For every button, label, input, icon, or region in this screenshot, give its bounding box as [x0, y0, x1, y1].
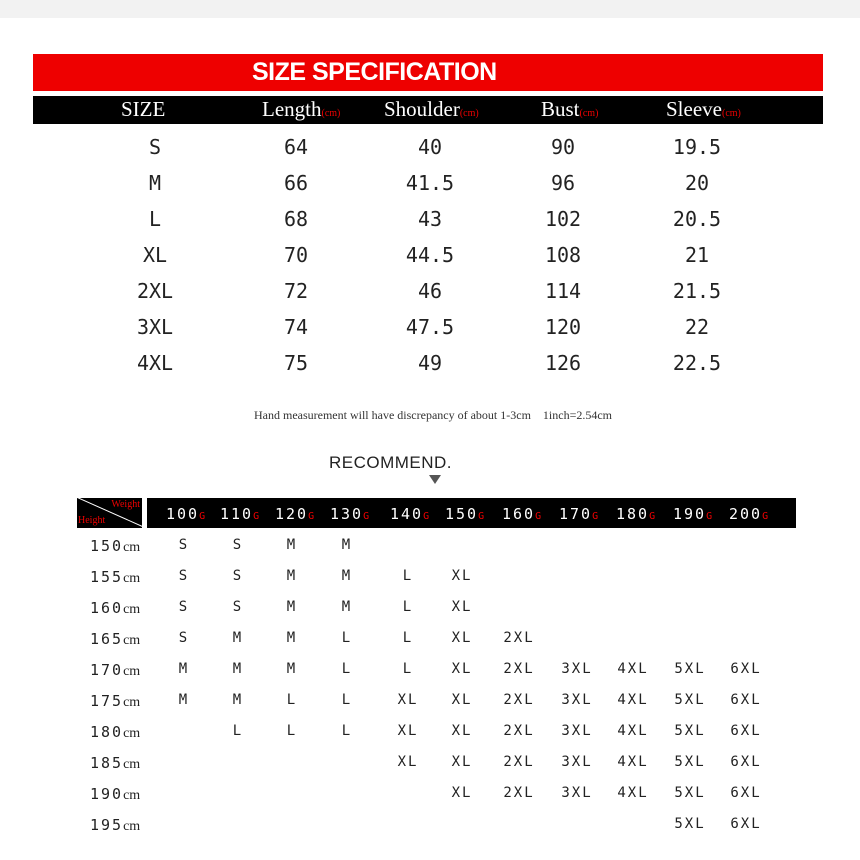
size-cell: 3XL [561, 661, 593, 677]
size-cell: L [341, 661, 353, 677]
size-cell: L [402, 599, 414, 615]
size-cell: M [178, 692, 190, 708]
recommend-row [0, 598, 860, 629]
weight-unit: G [308, 511, 315, 522]
spec-cell: 4XL [136, 351, 174, 375]
size-cell: L [341, 692, 353, 708]
height-unit: cm [123, 726, 141, 741]
size-cell: 5XL [674, 754, 706, 770]
size-specification-banner [33, 54, 823, 91]
recommend-row [0, 784, 860, 815]
size-cell: 5XL [674, 785, 706, 801]
size-cell: L [341, 723, 353, 739]
spec-header-label: Bust [541, 97, 580, 121]
size-cell: M [341, 568, 353, 584]
height-value: 180 [90, 723, 124, 741]
spec-table-row [33, 243, 823, 279]
weight-column-header [729, 504, 768, 523]
spec-cell: 22.5 [672, 351, 722, 375]
spec-cell: 22 [684, 315, 710, 339]
size-cell: 6XL [730, 754, 762, 770]
weight-value: 130 [330, 505, 364, 523]
size-cell: 2XL [503, 630, 535, 646]
spec-cell: XL [142, 243, 168, 267]
height-cell [90, 629, 140, 649]
spec-header-unit: (cm) [721, 108, 741, 119]
corner-height-label: Height [78, 515, 106, 526]
weight-column-header [390, 504, 429, 523]
spec-cell: 114 [544, 279, 582, 303]
spec-table-row [33, 279, 823, 315]
size-cell: XL [451, 661, 473, 677]
spec-header-sleeve [666, 97, 741, 122]
weight-value: 180 [616, 505, 650, 523]
size-cell: XL [397, 692, 419, 708]
spec-header-shoulder [384, 97, 479, 122]
page-title: SIZE SPECIFICATION [252, 58, 497, 86]
weight-header-bar [147, 498, 796, 528]
weight-value: 170 [559, 505, 593, 523]
size-cell: 2XL [503, 785, 535, 801]
size-cell: M [286, 537, 298, 553]
size-cell: 5XL [674, 816, 706, 832]
weight-value: 100 [166, 505, 200, 523]
recommend-row [0, 722, 860, 753]
size-cell: S [232, 599, 244, 615]
spec-cell: 64 [283, 135, 309, 159]
recommend-row [0, 691, 860, 722]
spec-table-row [33, 135, 823, 171]
size-cell: 2XL [503, 661, 535, 677]
height-value: 190 [90, 785, 124, 803]
size-cell: L [286, 692, 298, 708]
size-cell: 3XL [561, 692, 593, 708]
height-unit: cm [123, 788, 141, 803]
spec-table-row [33, 171, 823, 207]
size-cell: XL [451, 599, 473, 615]
spec-cell: 74 [283, 315, 309, 339]
weight-column-header [166, 504, 205, 523]
spec-cell: 49 [417, 351, 443, 375]
size-cell: M [286, 661, 298, 677]
spec-header-label: Length [262, 97, 322, 121]
weight-unit: G [535, 511, 542, 522]
height-unit: cm [123, 602, 141, 617]
size-cell: 6XL [730, 723, 762, 739]
size-cell: XL [451, 754, 473, 770]
size-cell: 3XL [561, 754, 593, 770]
spec-cell: 21.5 [672, 279, 722, 303]
size-cell: XL [397, 754, 419, 770]
size-cell: 3XL [561, 723, 593, 739]
height-value: 170 [90, 661, 124, 679]
size-cell: XL [397, 723, 419, 739]
spec-cell: 96 [550, 171, 576, 195]
weight-column-header [559, 504, 598, 523]
size-cell: 2XL [503, 692, 535, 708]
size-cell: XL [451, 723, 473, 739]
recommend-row [0, 815, 860, 846]
weight-unit: G [592, 511, 599, 522]
size-cell: M [286, 599, 298, 615]
corner-header-cell [77, 498, 142, 528]
height-value: 185 [90, 754, 124, 772]
size-cell: 2XL [503, 723, 535, 739]
top-divider-strip [0, 0, 860, 18]
size-cell: 2XL [503, 754, 535, 770]
size-cell: 5XL [674, 692, 706, 708]
height-cell [90, 722, 140, 742]
spec-cell: 2XL [136, 279, 174, 303]
height-value: 195 [90, 816, 124, 834]
size-cell: 5XL [674, 661, 706, 677]
size-cell: 6XL [730, 816, 762, 832]
weight-column-header [330, 504, 369, 523]
spec-cell: 21 [684, 243, 710, 267]
height-cell [90, 784, 140, 804]
spec-cell: 20.5 [672, 207, 722, 231]
size-cell: 3XL [561, 785, 593, 801]
spec-cell: 70 [283, 243, 309, 267]
size-cell: XL [451, 785, 473, 801]
weight-column-header [445, 504, 484, 523]
spec-cell: 20 [684, 171, 710, 195]
height-unit: cm [123, 540, 141, 555]
height-cell [90, 536, 140, 556]
weight-column-header [220, 504, 259, 523]
recommend-title: RECOMMEND. [328, 453, 453, 472]
size-cell: L [402, 568, 414, 584]
down-arrow-icon [429, 475, 441, 484]
weight-unit: G [253, 511, 260, 522]
size-cell: S [232, 537, 244, 553]
spec-table-row [33, 315, 823, 351]
size-cell: M [178, 661, 190, 677]
weight-value: 190 [673, 505, 707, 523]
height-unit: cm [123, 571, 141, 586]
size-cell: 6XL [730, 661, 762, 677]
size-cell: L [341, 630, 353, 646]
height-unit: cm [123, 664, 141, 679]
size-cell: L [286, 723, 298, 739]
spec-header-unit: (cm) [321, 108, 341, 119]
size-cell: L [402, 630, 414, 646]
height-cell [90, 567, 140, 587]
size-cell: M [232, 692, 244, 708]
height-value: 160 [90, 599, 124, 617]
spec-cell: 41.5 [405, 171, 455, 195]
spec-cell: M [148, 171, 162, 195]
height-value: 155 [90, 568, 124, 586]
spec-cell: 108 [544, 243, 582, 267]
spec-cell: 72 [283, 279, 309, 303]
spec-header-unit: (cm) [579, 108, 599, 119]
spec-cell: 43 [417, 207, 443, 231]
height-value: 175 [90, 692, 124, 710]
size-cell: M [232, 630, 244, 646]
weight-unit: G [478, 511, 485, 522]
size-cell: M [341, 599, 353, 615]
weight-column-header [673, 504, 712, 523]
spec-header-label: SIZE [121, 97, 166, 121]
size-cell: 4XL [617, 785, 649, 801]
weight-value: 120 [275, 505, 309, 523]
spec-cell: 90 [550, 135, 576, 159]
weight-unit: G [199, 511, 206, 522]
size-cell: M [232, 661, 244, 677]
spec-cell: S [148, 135, 162, 159]
spec-cell: 40 [417, 135, 443, 159]
weight-value: 200 [729, 505, 763, 523]
height-unit: cm [123, 819, 141, 834]
spec-cell: 19.5 [672, 135, 722, 159]
height-cell [90, 753, 140, 773]
spec-cell: 3XL [136, 315, 174, 339]
spec-header-label: Shoulder [384, 97, 460, 121]
size-cell: 6XL [730, 785, 762, 801]
size-cell: 5XL [674, 723, 706, 739]
recommend-row [0, 753, 860, 784]
height-unit: cm [123, 633, 141, 648]
spec-cell: 68 [283, 207, 309, 231]
spec-cell: 120 [544, 315, 582, 339]
size-cell: 4XL [617, 723, 649, 739]
height-cell [90, 598, 140, 618]
weight-column-header [616, 504, 655, 523]
spec-header-size [121, 97, 165, 122]
recommend-row [0, 629, 860, 660]
recommend-row [0, 660, 860, 691]
corner-weight-label: Weight [111, 499, 140, 510]
weight-value: 160 [502, 505, 536, 523]
size-cell: M [341, 537, 353, 553]
spec-header-bust [541, 97, 598, 122]
height-cell [90, 815, 140, 835]
size-cell: 4XL [617, 692, 649, 708]
size-cell: S [178, 599, 190, 615]
size-cell: S [178, 537, 190, 553]
spec-cell: 75 [283, 351, 309, 375]
size-cell: S [232, 568, 244, 584]
size-cell: 4XL [617, 754, 649, 770]
height-unit: cm [123, 695, 141, 710]
spec-table-row [33, 351, 823, 387]
size-cell: XL [451, 692, 473, 708]
size-cell: L [402, 661, 414, 677]
weight-column-header [275, 504, 314, 523]
size-cell: 6XL [730, 692, 762, 708]
spec-table-row [33, 207, 823, 243]
weight-column-header [502, 504, 541, 523]
weight-unit: G [649, 511, 656, 522]
weight-unit: G [762, 511, 769, 522]
height-value: 165 [90, 630, 124, 648]
recommend-row [0, 567, 860, 598]
spec-cell: 44.5 [405, 243, 455, 267]
weight-unit: G [706, 511, 713, 522]
spec-table-header [33, 96, 823, 124]
weight-value: 150 [445, 505, 479, 523]
size-cell: XL [451, 568, 473, 584]
spec-cell: 46 [417, 279, 443, 303]
weight-unit: G [423, 511, 430, 522]
spec-cell: 47.5 [405, 315, 455, 339]
weight-value: 110 [220, 505, 254, 523]
spec-cell: 126 [544, 351, 582, 375]
spec-cell: 102 [544, 207, 582, 231]
spec-header-label: Sleeve [666, 97, 722, 121]
size-cell: XL [451, 630, 473, 646]
spec-cell: 66 [283, 171, 309, 195]
height-cell [90, 660, 140, 680]
measurement-note: Hand measurement will have discrepancy of about 1-3cm 1inch=2.54cm [254, 408, 612, 422]
spec-header-length [262, 97, 340, 122]
height-cell [90, 691, 140, 711]
spec-cell: L [148, 207, 162, 231]
size-cell: L [232, 723, 244, 739]
size-cell: 4XL [617, 661, 649, 677]
size-cell: S [178, 630, 190, 646]
size-cell: S [178, 568, 190, 584]
recommend-row [0, 536, 860, 567]
weight-value: 140 [390, 505, 424, 523]
spec-header-unit: (cm) [459, 108, 479, 119]
weight-unit: G [363, 511, 370, 522]
height-value: 150 [90, 537, 124, 555]
size-cell: M [286, 568, 298, 584]
size-cell: M [286, 630, 298, 646]
height-unit: cm [123, 757, 141, 772]
